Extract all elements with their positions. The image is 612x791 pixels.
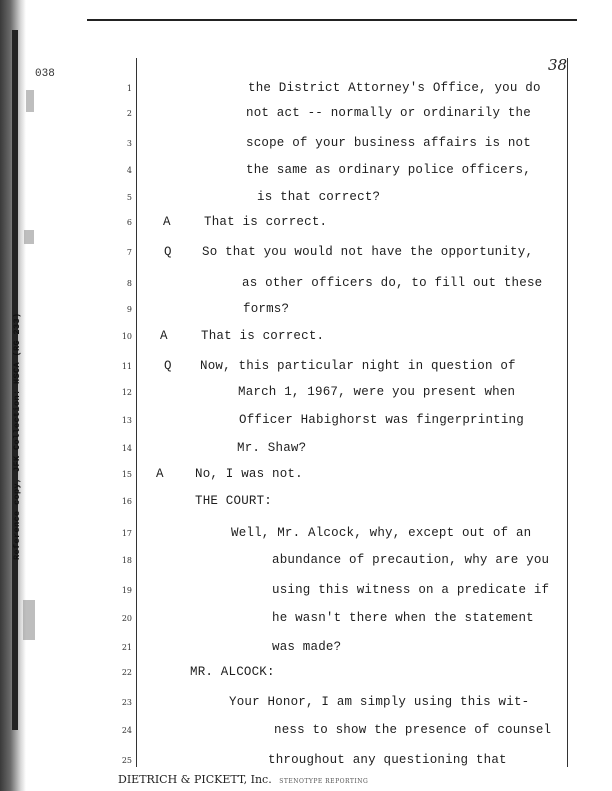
reference-stamp: Reference copy, JFK Collection: HSCA (RG 233) bbox=[12, 312, 22, 560]
line-number: 25 bbox=[121, 756, 132, 765]
line-text: So that you would not have the opportunity, bbox=[202, 245, 534, 259]
line-text: scope of your business affairs is not bbox=[246, 136, 531, 150]
line-text: THE COURT: bbox=[195, 494, 273, 508]
line-number: 4 bbox=[126, 166, 132, 175]
line-text: March 1, 1967, were you present when bbox=[238, 385, 516, 399]
line-number: 6 bbox=[126, 218, 132, 227]
top-rule bbox=[87, 19, 577, 21]
transcript-line bbox=[0, 136, 612, 152]
line-text: abundance of precaution, why are you bbox=[272, 553, 550, 567]
speaker-marker: A bbox=[160, 329, 168, 343]
transcript-line bbox=[0, 413, 612, 429]
line-text: throughout any questioning that bbox=[268, 753, 507, 767]
line-text: Now, this particular night in question of bbox=[200, 359, 516, 373]
transcript-line bbox=[0, 81, 612, 97]
line-text: as other officers do, to fill out these bbox=[242, 276, 543, 290]
speaker-marker: Q bbox=[164, 359, 172, 373]
transcript-line bbox=[0, 302, 612, 318]
line-number: 1 bbox=[126, 84, 132, 93]
transcript-line bbox=[0, 526, 612, 542]
line-text: Your Honor, I am simply using this wit- bbox=[229, 695, 530, 709]
transcript-line bbox=[0, 665, 612, 681]
line-number: 16 bbox=[121, 497, 132, 506]
transcript-line bbox=[0, 163, 612, 179]
transcript-line bbox=[0, 359, 612, 375]
line-text: ness to show the presence of counsel bbox=[274, 723, 552, 737]
line-number: 21 bbox=[121, 643, 132, 652]
transcript-line bbox=[0, 215, 612, 231]
footer-note: STENOTYPE REPORTING bbox=[279, 778, 369, 785]
transcript-line bbox=[0, 276, 612, 292]
line-number: 12 bbox=[121, 388, 132, 397]
transcript-line bbox=[0, 723, 612, 739]
speaker-marker: Q bbox=[164, 245, 172, 259]
line-number: 10 bbox=[121, 332, 132, 341]
line-number: 14 bbox=[121, 444, 132, 453]
line-text: he wasn't there when the statement bbox=[272, 611, 534, 625]
line-text: Officer Habighorst was fingerprinting bbox=[239, 413, 524, 427]
transcript-line bbox=[0, 611, 612, 627]
transcript-line bbox=[0, 329, 612, 345]
transcript-line bbox=[0, 190, 612, 206]
line-text: That is correct. bbox=[201, 329, 325, 343]
line-number: 23 bbox=[121, 698, 132, 707]
line-text: the same as ordinary police officers, bbox=[246, 163, 531, 177]
line-number: 17 bbox=[121, 529, 132, 538]
line-text: Well, Mr. Alcock, why, except out of an bbox=[231, 526, 532, 540]
line-text: not act -- normally or ordinarily the bbox=[246, 106, 531, 120]
transcript-line bbox=[0, 385, 612, 401]
transcript-line bbox=[0, 441, 612, 457]
line-text: No, I was not. bbox=[195, 467, 303, 481]
page-number: 38 bbox=[548, 56, 568, 74]
line-number: 2 bbox=[126, 109, 132, 118]
transcript-line bbox=[0, 494, 612, 510]
transcript-line bbox=[0, 695, 612, 711]
line-text: using this witness on a predicate if bbox=[272, 583, 550, 597]
line-number: 8 bbox=[126, 279, 132, 288]
line-number: 19 bbox=[121, 586, 132, 595]
line-text: MR. ALCOCK: bbox=[190, 665, 275, 679]
line-text: is that correct? bbox=[257, 190, 381, 204]
line-text: forms? bbox=[243, 302, 290, 316]
line-text: That is correct. bbox=[204, 215, 328, 229]
line-number: 5 bbox=[126, 193, 132, 202]
document-id: 038 bbox=[35, 68, 55, 80]
transcript-line bbox=[0, 583, 612, 599]
footer-company: DIETRICH & PICKETT, Inc. bbox=[118, 773, 272, 786]
line-number: 13 bbox=[121, 416, 132, 425]
line-number: 9 bbox=[126, 305, 132, 314]
line-text: was made? bbox=[272, 640, 342, 654]
line-number: 11 bbox=[121, 362, 132, 371]
transcript-line bbox=[0, 245, 612, 261]
line-text: Mr. Shaw? bbox=[237, 441, 307, 455]
line-number: 22 bbox=[121, 668, 132, 677]
line-number: 24 bbox=[121, 726, 132, 735]
line-number: 7 bbox=[126, 248, 132, 257]
line-number: 15 bbox=[121, 470, 132, 479]
transcript-line bbox=[0, 106, 612, 122]
transcript-line bbox=[0, 553, 612, 569]
line-number: 20 bbox=[121, 614, 132, 623]
line-number: 3 bbox=[126, 139, 132, 148]
speaker-marker: A bbox=[156, 467, 164, 481]
speaker-marker: A bbox=[163, 215, 171, 229]
scan-artifact bbox=[24, 230, 34, 244]
line-number: 18 bbox=[121, 556, 132, 565]
footer bbox=[118, 773, 368, 786]
transcript-line bbox=[0, 467, 612, 483]
line-text: the District Attorney's Office, you do bbox=[248, 81, 541, 95]
transcript-line bbox=[0, 753, 612, 769]
transcript-line bbox=[0, 640, 612, 656]
